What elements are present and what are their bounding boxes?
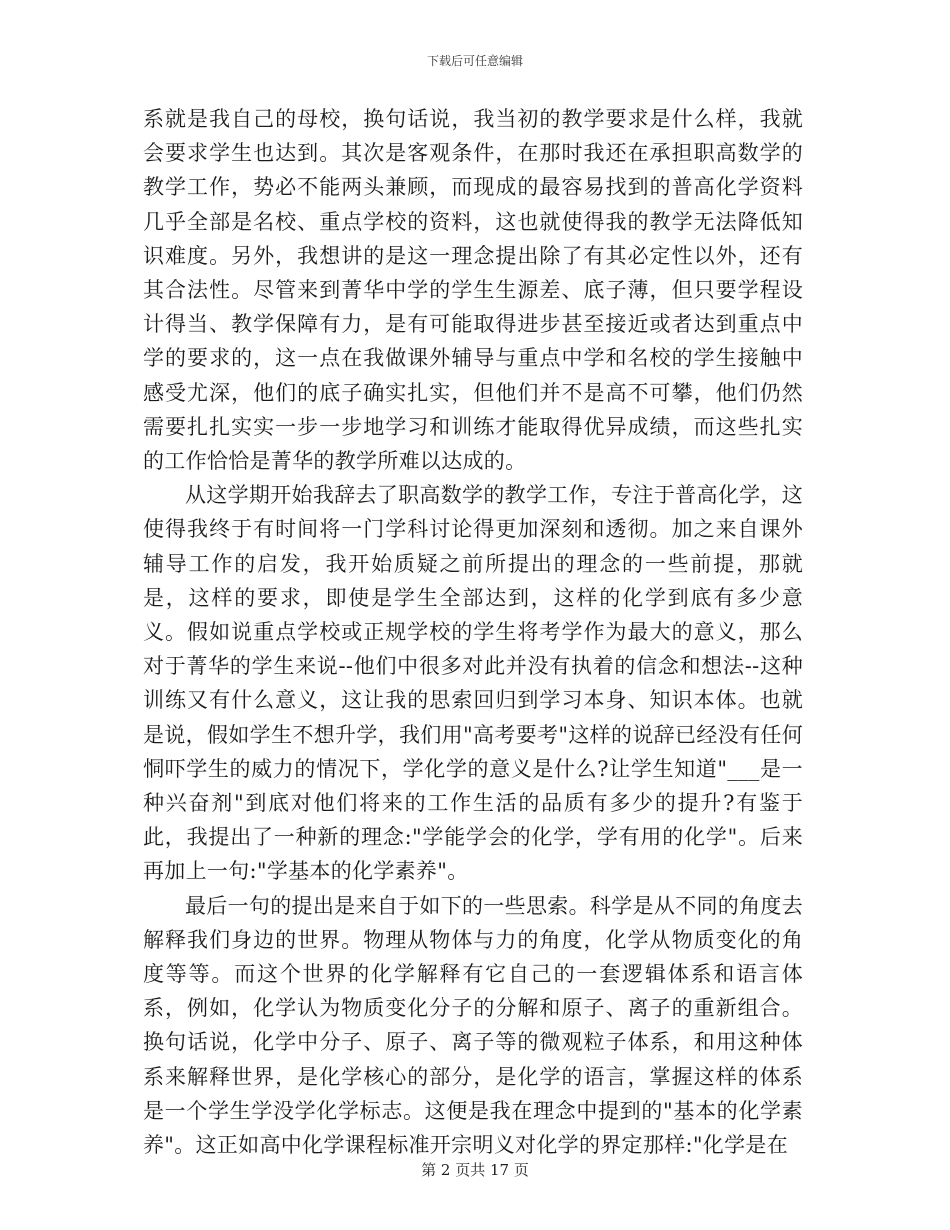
paragraph: 最后一句的提出是来自于如下的一些思索。科学是从不同的角度去解释我们身边的世界。物理从物体与力的角度，化学从物质变化的角度等等。而这个世界的化学解释有它自己的一套逻辑体系和语言体系，例如，化学认为物质变化分子的分解和原子、离子的重新组合。换句话说，化学中分子、原子、离子等的微观粒子体系，和用这种体系来解释世界，是化学核心的部分，是化学的语言，掌握这样的体系是一个学生学没学化学标志。这便是我在理念中提到的"基本的化学素养"。这正如高中化学课程标准开宗明义对化学的界定那样:"化学是在 xyxy=(143,893,803,1158)
paragraph: 从这学期开始我辞去了职高数学的教学工作，专注于普高化学，这使得我终于有时间将一门学科讨论得更加深刻和透彻。加之来自课外辅导工作的启发，我开始质疑之前所提出的理念的一些前提，那就是，这样的要求，即使是学生全部达到，这样的化学到底有多少意义。假如说重点学校或正规学校的学生将考学作为最大的意义，那么对于菁华的学生来说--他们中很多对此并没有执着的信念和想法--这种训练又有什么意义，这让我的思索回归到学习本身、知识本体。也就是说，假如学生不想升学，我们用"高考要考"这样的说辞已经没有任何恫吓学生的威力的情况下，学化学的意义是什么?让学生知道"___是一种兴奋剂"到底对他们将来的工作生活的品质有多少的提升?有鉴于此，我提出了一种新的理念:"学能学会的化学，学有用的化学"。后来再加上一句:"学基本的化学素养"。 xyxy=(143,483,803,884)
paragraph-continuation: 系就是我自己的母校，换句话说，我当初的教学要求是什么样，我就会要求学生也达到。其次是客观条件，在那时我还在承担职高数学的教学工作，势必不能两头兼顾，而现成的最容易找到的普高化学资料几乎全部是名校、重点学校的资料，这也就使得我的教学无法降低知识难度。另外，我想讲的是这一理念提出除了有其必定性以外，还有其合法性。尽管来到菁华中学的学生生源差、底子薄，但只要学程设计得当、教学保障有力，是有可能取得进步甚至接近或者达到重点中学的要求的，这一点在我做课外辅导与重点中学和名校的学生接触中感受尤深，他们的底子确实扎实，但他们并不是高不可攀，他们仍然需要扎扎实实一步一步地学习和训练才能取得优异成绩，而这些扎实的工作恰恰是菁华的教学所难以达成的。 xyxy=(143,107,803,474)
page-number: 第 2 页共 17 页 xyxy=(421,1161,529,1179)
document-body xyxy=(143,102,803,1162)
page-header: 下载后可任意编辑 xyxy=(426,54,523,68)
